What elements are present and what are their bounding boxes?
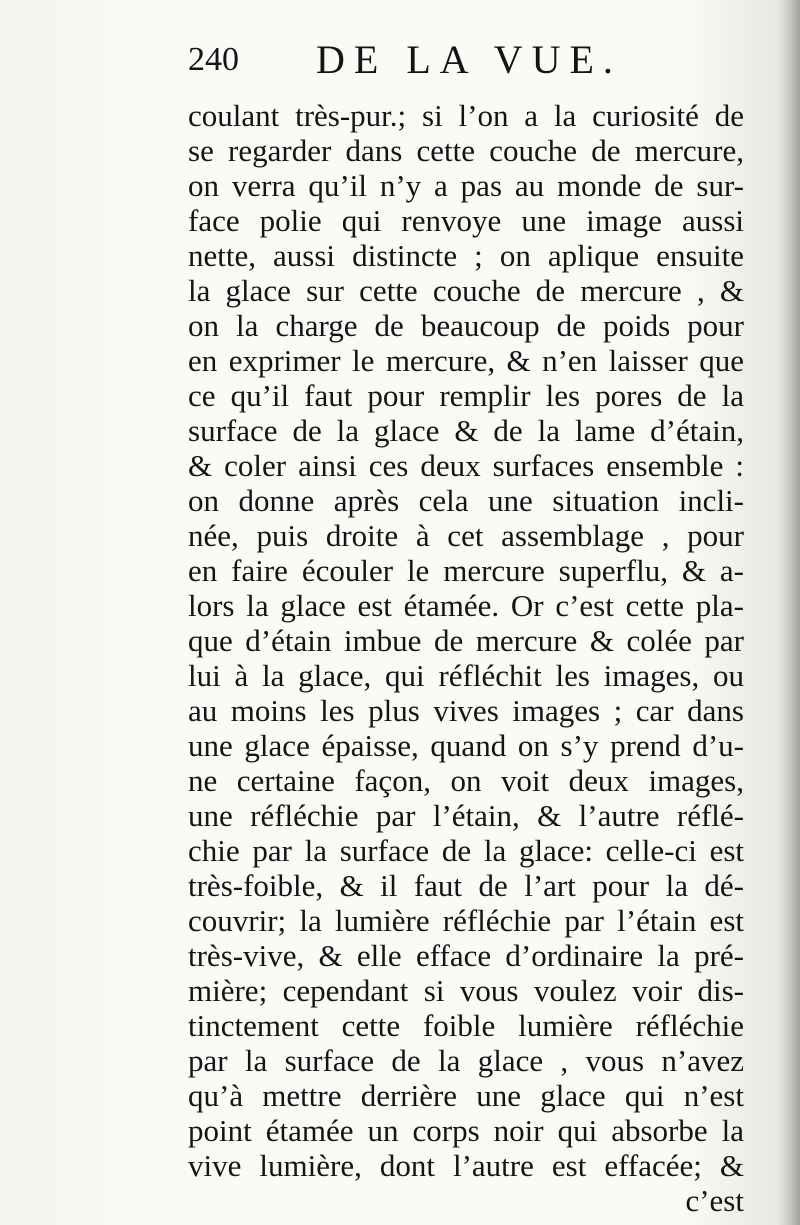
text-line: se regarder dans cette couche de mercure, — [188, 133, 744, 168]
text-line: qu’à mettre derrière une glace qui n’est — [188, 1078, 744, 1113]
text-line: une glace épaisse, quand on s’y prend d’u- — [188, 728, 744, 763]
text-line: en faire écouler le mercure superflu, & a- — [188, 553, 744, 588]
text-line: vive lumière, dont l’autre est effacée; & — [188, 1148, 744, 1183]
text-line: lors la glace est étamée. Or c’est cette pla- — [188, 588, 744, 623]
text-line: ne certaine façon, on voit deux images, — [188, 763, 744, 798]
text-line: par la surface de la glace , vous n’avez — [188, 1043, 744, 1078]
text-line: née, puis droite à cet assemblage , pour — [188, 518, 744, 553]
text-line: on la charge de beaucoup de poids pour — [188, 308, 744, 343]
text-line: ce qu’il faut pour remplir les pores de la — [188, 378, 744, 413]
text-line: une réfléchie par l’étain, & l’autre réflé- — [188, 798, 744, 833]
text-line: point étamée un corps noir qui absorbe la — [188, 1113, 744, 1148]
text-line: & coler ainsi ces deux surfaces ensemble : — [188, 448, 744, 483]
page-header — [188, 38, 748, 82]
running-head: DE LA VUE. — [316, 37, 622, 82]
text-line: au moins les plus vives images ; car dans — [188, 693, 744, 728]
text-line: nette, aussi distincte ; on aplique ensuite — [188, 238, 744, 273]
text-line: en exprimer le mercure, & n’en laisser que — [188, 343, 744, 378]
catchword: c’est — [685, 1183, 744, 1218]
text-line: face polie qui renvoye une image aussi — [188, 203, 744, 238]
page-edge-shadow — [778, 0, 800, 1225]
text-line: chie par la surface de la glace: celle-ci est — [188, 833, 744, 868]
text-line: on donne après cela une situation incli- — [188, 483, 744, 518]
text-line: lui à la glace, qui réfléchit les images, ou — [188, 658, 744, 693]
text-line: très-vive, & elle efface d’ordinaire la pré- — [188, 938, 744, 973]
text-line: coulant très-pur.; si l’on a la curiosité de — [188, 98, 744, 133]
text-line: tinctement cette foible lumière réfléchie — [188, 1008, 744, 1043]
page-number: 240 — [188, 41, 239, 78]
text-line: surface de la glace & de la lame d’étain, — [188, 413, 744, 448]
text-line: la glace sur cette couche de mercure , & — [188, 273, 744, 308]
text-line: on verra qu’il n’y a pas au monde de sur- — [188, 168, 744, 203]
text-line: couvrir; la lumière réfléchie par l’étain est — [188, 903, 744, 938]
text-line: que d’étain imbue de mercure & colée par — [188, 623, 744, 658]
text-line: très-foible, & il faut de l’art pour la dé- — [188, 868, 744, 903]
text-line: mière; cependant si vous voulez voir dis- — [188, 973, 744, 1008]
body-text — [188, 98, 744, 1218]
